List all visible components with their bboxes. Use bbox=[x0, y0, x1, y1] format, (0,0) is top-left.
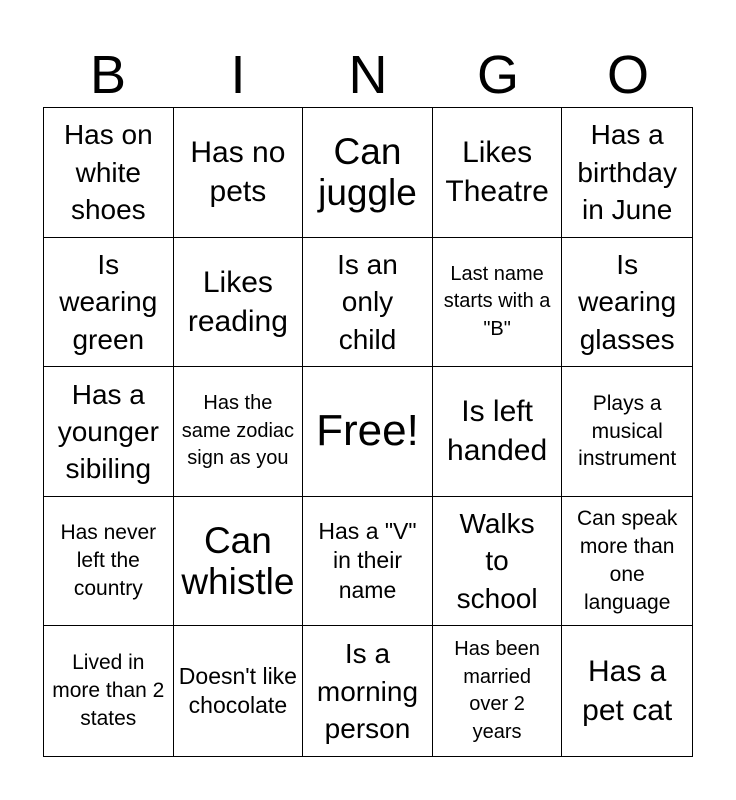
header-letter-n: N bbox=[348, 45, 388, 105]
bingo-cell[interactable] bbox=[562, 108, 692, 238]
bingo-cell[interactable] bbox=[562, 238, 692, 368]
bingo-cell[interactable] bbox=[433, 367, 563, 497]
cell-text: Last name starts with a "B" bbox=[443, 262, 551, 340]
bingo-cell[interactable] bbox=[174, 626, 304, 756]
cell-text: Can juggle bbox=[318, 130, 417, 214]
bingo-cell[interactable] bbox=[303, 497, 433, 627]
header-letter-b: B bbox=[89, 45, 127, 105]
bingo-cell[interactable] bbox=[44, 497, 174, 627]
bingo-cell[interactable] bbox=[303, 108, 433, 238]
cell-text: Is a morning person bbox=[316, 638, 419, 744]
bingo-cell[interactable] bbox=[303, 238, 433, 368]
cell-text: Has a pet cat bbox=[582, 655, 673, 728]
cell-text: Has been married over 2 years bbox=[454, 638, 540, 743]
cell-text: Has no pets bbox=[190, 136, 286, 209]
cell-text: Plays a musical instrument bbox=[578, 391, 677, 471]
header-letter-i: I bbox=[230, 45, 246, 105]
bingo-cell[interactable] bbox=[562, 497, 692, 627]
free-space[interactable] bbox=[303, 367, 433, 497]
cell-text: Can speak more than one language bbox=[576, 507, 678, 615]
cell-text: Is wearing glasses bbox=[578, 249, 677, 355]
bingo-cell[interactable] bbox=[303, 626, 433, 756]
cell-text: Has never left the country bbox=[60, 521, 157, 601]
cell-text: Likes Theatre bbox=[445, 136, 549, 209]
cell-text: Walks to school bbox=[456, 508, 538, 614]
cell-text: Has on white shoes bbox=[63, 119, 153, 225]
bingo-board bbox=[43, 107, 693, 757]
cell-text: Has a younger sibiling bbox=[57, 378, 159, 485]
bingo-cell[interactable] bbox=[433, 626, 563, 756]
bingo-cell[interactable] bbox=[44, 108, 174, 238]
header-letter-o: O bbox=[606, 45, 649, 105]
cell-text: Is left handed bbox=[447, 395, 548, 468]
bingo-cell[interactable] bbox=[433, 238, 563, 368]
bingo-header bbox=[43, 40, 693, 110]
bingo-cell[interactable] bbox=[44, 367, 174, 497]
bingo-cell[interactable] bbox=[433, 108, 563, 238]
cell-text: Doesn't like chocolate bbox=[178, 662, 297, 719]
cell-text: Is an only child bbox=[337, 249, 398, 355]
bingo-cell[interactable] bbox=[174, 238, 304, 368]
bingo-cell[interactable] bbox=[44, 238, 174, 368]
cell-text: Has a "V" in their name bbox=[318, 518, 417, 603]
bingo-cell[interactable] bbox=[562, 626, 692, 756]
bingo-cell[interactable] bbox=[174, 108, 304, 238]
cell-text: Has the same zodiac sign as you bbox=[181, 392, 295, 470]
header-letter-g: G bbox=[476, 45, 519, 105]
cell-text: Likes reading bbox=[187, 265, 288, 338]
cell-text: Can whistle bbox=[181, 519, 295, 603]
cell-text: Lived in more than 2 states bbox=[52, 651, 165, 731]
cell-text: Is wearing green bbox=[59, 249, 158, 355]
bingo-cell[interactable] bbox=[562, 367, 692, 497]
cell-text: Free! bbox=[316, 406, 419, 456]
bingo-cell[interactable] bbox=[44, 626, 174, 756]
bingo-cell[interactable] bbox=[174, 367, 304, 497]
cell-text: Has a birthday in June bbox=[577, 119, 677, 225]
bingo-cell[interactable] bbox=[174, 497, 304, 627]
bingo-cell[interactable] bbox=[433, 497, 563, 627]
